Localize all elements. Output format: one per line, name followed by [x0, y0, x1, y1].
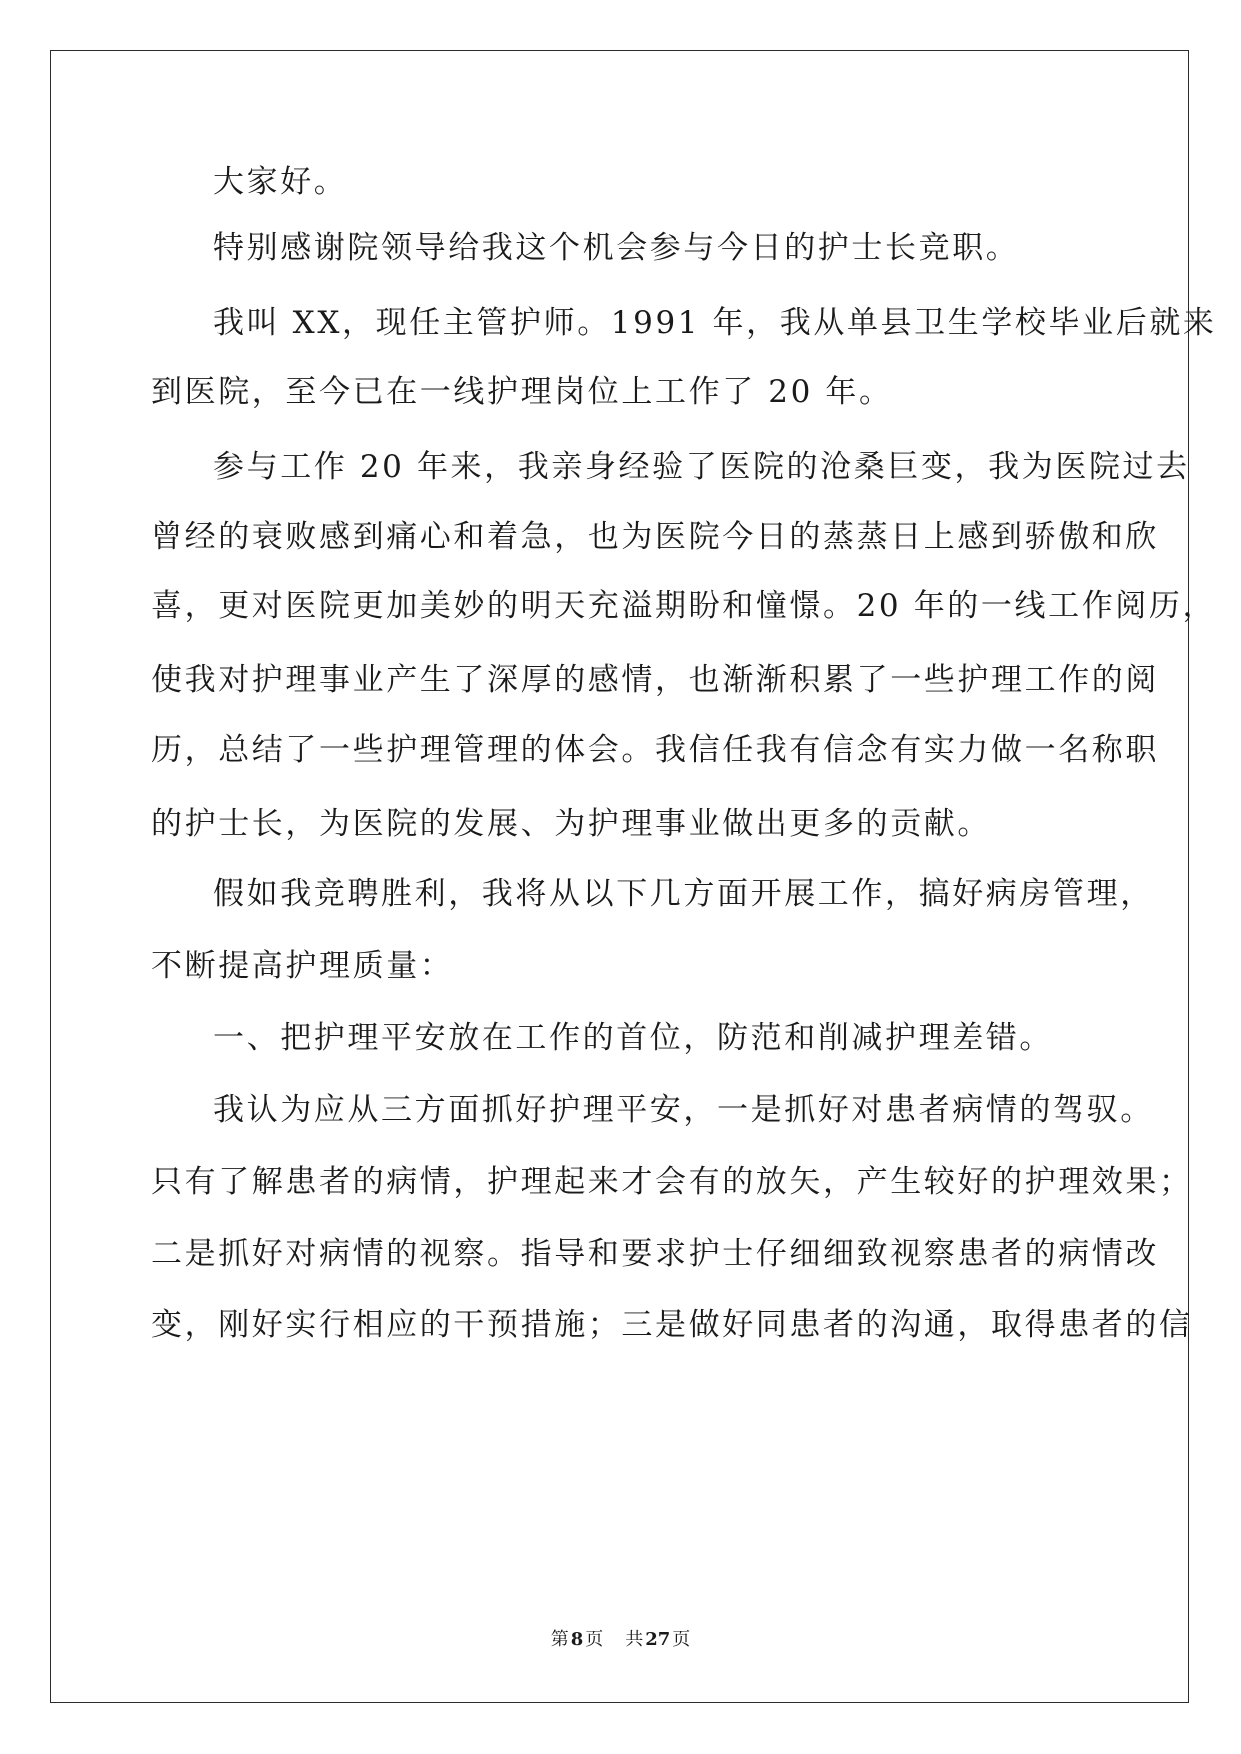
text-line: 只有了解患者的病情，护理起来才会有的放矢，产生较好的护理效果；	[151, 1164, 1193, 1200]
text-line: 使我对护理事业产生了深厚的感情，也渐渐积累了一些护理工作的阅	[151, 662, 1159, 698]
text-line: 参与工作 20 年来，我亲身经验了医院的沧桑巨变，我为医院过去	[213, 449, 1190, 485]
text-line: 变，刚好实行相应的干预措施；三是做好同患者的沟通，取得患者的信	[151, 1307, 1193, 1343]
total-pages: 27	[645, 1629, 671, 1650]
text-line: 曾经的衰败感到痛心和着急，也为医院今日的蒸蒸日上感到骄傲和欣	[151, 519, 1159, 555]
page-footer	[0, 1625, 1241, 1651]
text-line: 喜，更对医院更加美妙的明天充溢期盼和憧憬。20 年的一线工作阅历，	[151, 588, 1217, 624]
paragraph-thanks: 特别感谢院领导给我这个机会参与今日的护士长竞职。	[213, 230, 1020, 266]
text-line: 假如我竞聘胜利，我将从以下几方面开展工作，搞好病房管理，	[213, 876, 1154, 912]
text-line: 历，总结了一些护理管理的体会。我信任我有信念有实力做一名称职	[151, 732, 1159, 768]
section-heading: 一、把护理平安放在工作的首位，防范和削减护理差错。	[213, 1020, 1053, 1056]
page-label-prefix: 第	[550, 1629, 569, 1650]
text-line: 我认为应从三方面抓好护理平安，一是抓好对患者病情的驾驭。	[213, 1092, 1154, 1128]
text-line: 不断提高护理质量：	[151, 948, 454, 984]
text-line: 二是抓好对病情的视察。指导和要求护士仔细细致视察患者的病情改	[151, 1236, 1159, 1272]
text-line: 到医院，至今已在一线护理岗位上工作了 20 年。	[151, 374, 893, 410]
page-number: 8	[570, 1629, 584, 1650]
total-label-suffix: 页	[672, 1629, 691, 1650]
text-line: 我叫 XX，现任主管护师。1991 年，我从单县卫生学校毕业后就来	[213, 305, 1217, 341]
text-line: 的护士长，为医院的发展、为护理事业做出更多的贡献。	[151, 806, 991, 842]
page-label-suffix: 页	[585, 1629, 604, 1650]
paragraph-greeting: 大家好。	[213, 164, 348, 200]
total-label-prefix: 共	[625, 1629, 644, 1650]
